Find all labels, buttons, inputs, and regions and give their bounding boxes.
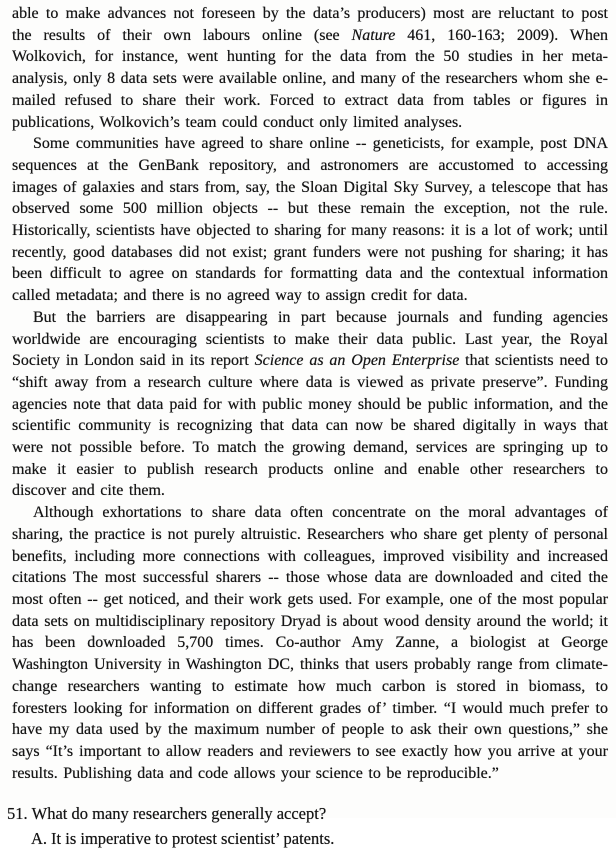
question-number: 51. <box>7 804 28 824</box>
paragraph-1-text: able to make advances not foreseen by the data’s producers) most are reluctant to post the results of their own labours online (see <box>12 5 608 44</box>
report-title-open-enterprise: Science as an Open Enterprise <box>254 352 460 370</box>
option-a-label: A. <box>31 829 48 849</box>
paragraph-3-text: But the barriers are disappearing in part because journals and funding agencies worldwide are encouraging scientists to make their data public. Last year, the Royal Society in London said in its report <box>12 308 608 370</box>
journal-title-nature: Nature <box>351 26 396 44</box>
question-51-option-a <box>31 826 608 851</box>
paragraph-4-text: Although exhortations to share data often concentrate on the moral advantages of sharing, the practice is not purely altruistic. Researchers who share get plenty of personal benefits, including more connections with colleagues, improved visibility and increased citations The most successful sharers -- those whose data are downloaded and cited the most often -- get noticed, and their work gets used. For example, one of the most popular data sets on multidisciplinary repository Dryad is about wood density around the world; it has been downloaded 5,700 times. Co-author Amy Zanne, a biologist at George Washington University in Washington DC, thinks that users probably range from climate-change researchers wanting to estimate how much carbon is stored in biomass, to foresters looking for information on different grades of’ timber. “I would much prefer to have my data used by the maximum number of people to ask their own questions,” she says “It’s important to allow readers and reviewers to see exactly how you arrive at your results. Publishing data and code allows your science to be reproducible.” <box>12 504 608 782</box>
paragraph-4 <box>12 502 608 784</box>
paragraph-1 <box>12 3 608 133</box>
question-51 <box>7 801 608 826</box>
question-block <box>7 801 608 851</box>
paragraph-3-text-cont: that scientists need to “shift away from a research culture where data is viewed as private preserve”. Funding agencies note that data paid for with public money should be public information, and the scientific community is recognizing that data can now be shared digitally in ways that were not possible before. To match the growing demand, services are springing up to make it easier to publish research products online and enable other researchers to discover and cite them. <box>12 352 608 500</box>
reading-passage <box>12 3 608 784</box>
paragraph-2-text: Some communities have agreed to share online -- geneticists, for example, post DNA sequences at the GenBank repository, and astronomers are accustomed to accessing images of galaxies and stars from, say, the Sloan Digital Sky Survey, a telescope that has observed some 500 million objects -- but these remain the exception, not the rule. Historically, scientists have objected to sharing for many reasons: it is a lot of work; until recently, good databases did not exist; grant funders were not pushing for sharing; it has been difficult to agree on standards for formatting data and the contextual information called metadata; and there is no agreed way to assign credit for data. <box>12 135 608 305</box>
paragraph-3 <box>12 307 608 502</box>
paragraph-1-text-cont: 461, 160-163; 2009). When Wolkovich, for instance, went hunting for the data from the 50 studies in her meta-analysis, only 8 data sets were available online, and many of the researchers whom she e-mailed refused to share their work. Forced to extract data from tables or figures in publications, Wolkovich’s team could conduct only limited analyses. <box>12 26 609 131</box>
paragraph-2 <box>12 133 608 307</box>
option-a-text: It is imperative to protest scientist’ patents. <box>51 829 335 849</box>
question-text: What do many researchers generally accept? <box>31 804 327 824</box>
